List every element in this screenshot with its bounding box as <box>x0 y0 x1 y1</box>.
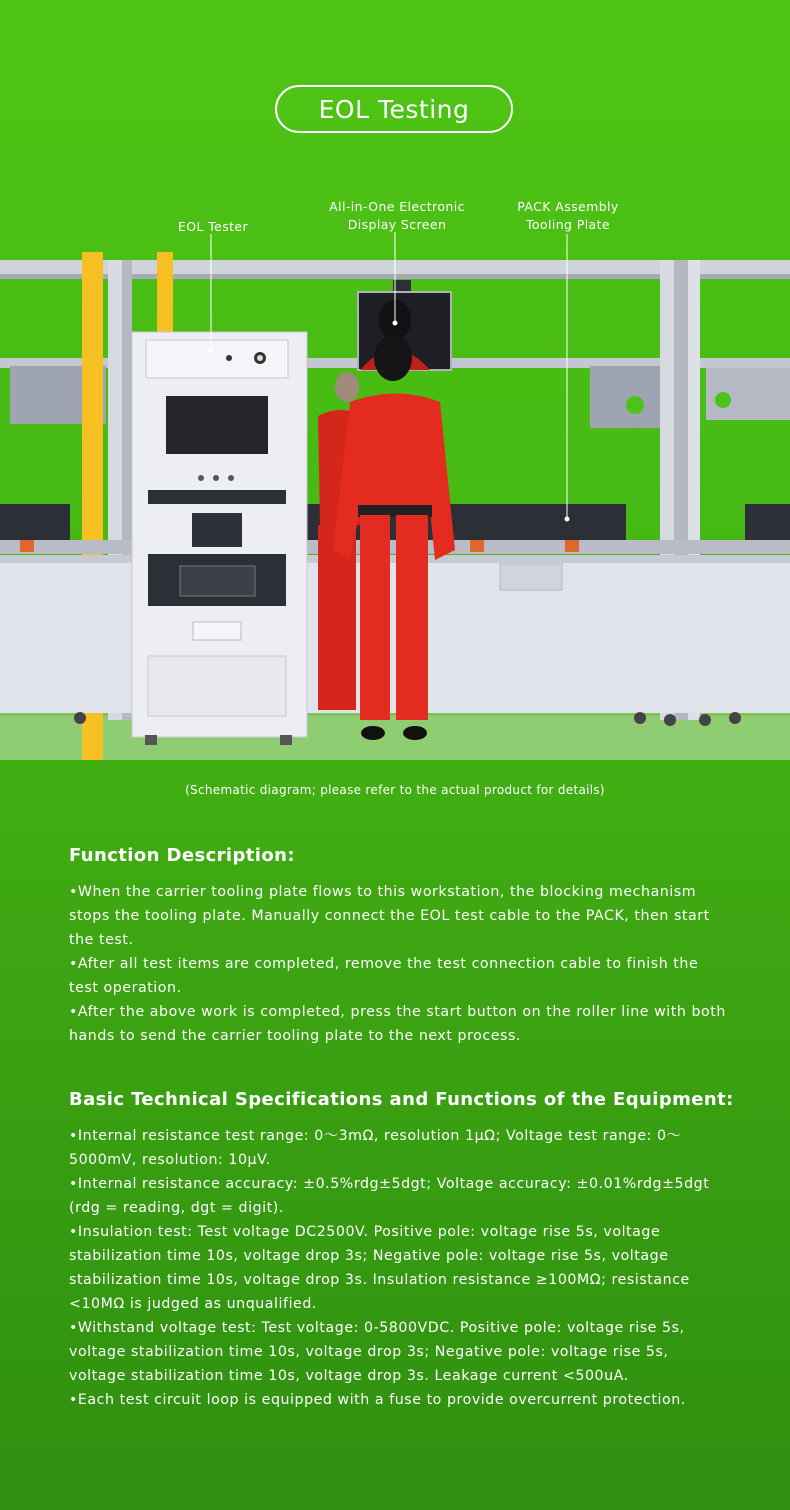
spec-item: •Withstand voltage test: Test voltage: 0-5800VDC. Positive pole: voltage rise 5s, voltage stabilization time 10s, voltage drop 3s; Negative pole: voltage rise 5s, voltage stabilization time 10s, voltage drop 3s. Leakage current <500uA. <box>69 1320 685 1384</box>
workstation-illustration <box>0 180 790 760</box>
page-title: EOL Testing <box>275 85 513 133</box>
spec-item: •Internal resistance accuracy: ±0.5%rdg±5dgt; Voltage accuracy: ±0.01%rdg±5dgt (rdg = reading, dgt = digit). <box>69 1176 710 1216</box>
specs-list <box>69 1124 729 1412</box>
function-heading: Function Description: <box>69 845 295 866</box>
callout-tooling-plate: PACK Assembly Tooling Plate <box>517 199 619 232</box>
function-item: •When the carrier tooling plate flows to this workstation, the blocking mechanism stops the tooling plate. Manually connect the EOL test cable to the PACK, then start the test. <box>69 884 710 948</box>
specs-heading: Basic Technical Specifications and Functions of the Equipment: <box>69 1089 734 1110</box>
spec-item: •Internal resistance test range: 0～3mΩ, resolution 1μΩ; Voltage test range: 0～5000mV, resolution: 10μV. <box>69 1128 682 1168</box>
spec-item: •Each test circuit loop is equipped with a fuse to provide overcurrent protection. <box>69 1392 686 1408</box>
function-item: •After the above work is completed, press the start button on the roller line with both hands to send the carrier tooling plate to the next process. <box>69 1004 726 1044</box>
function-description <box>69 880 729 1048</box>
callout-display-screen: All-in-One Electronic Display Screen <box>329 199 465 232</box>
diagram-caption: (Schematic diagram; please refer to the actual product for details) <box>185 783 605 797</box>
callout-eol-tester: EOL Tester <box>177 219 249 234</box>
spec-item: •Insulation test: Test voltage DC2500V. Positive pole: voltage rise 5s, voltage stabilization time 10s, voltage drop 3s; Negative pole: voltage rise 5s, voltage stabilization time 10s, voltage drop 3s. Insulation resistance ≥100MΩ; resistance <10MΩ is judged as unqualified. <box>69 1224 690 1312</box>
function-item: •After all test items are completed, remove the test connection cable to finish the test operation. <box>69 956 699 996</box>
